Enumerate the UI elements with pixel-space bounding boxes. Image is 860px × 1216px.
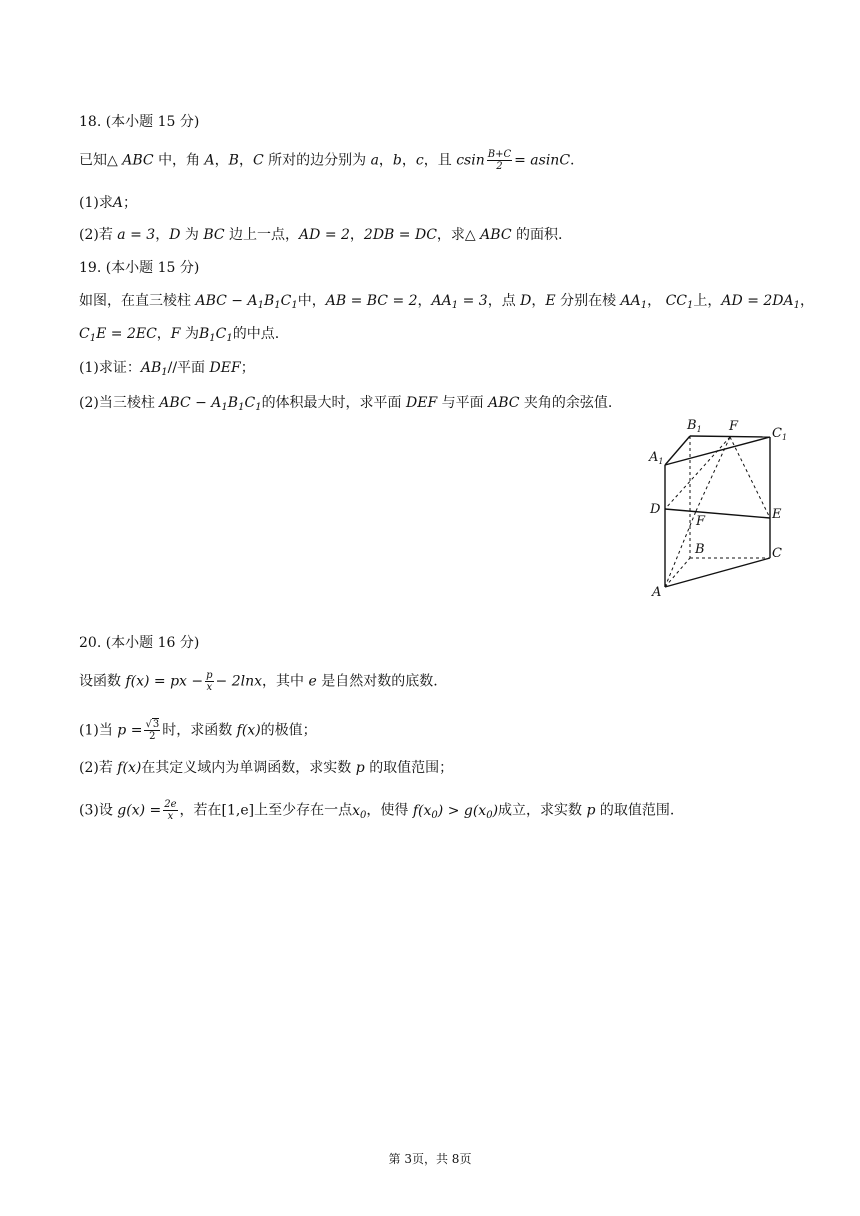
text: 上， — [693, 293, 722, 309]
math: p = — [117, 722, 143, 739]
math: [1,e] — [221, 802, 255, 819]
math: A — [204, 152, 215, 169]
text: 如图，在直三棱柱 — [79, 293, 191, 309]
page-footer: 第 3页，共 8页 — [388, 1152, 472, 1166]
math — [199, 326, 233, 342]
math: f(x) — [117, 760, 142, 776]
math: p — [355, 760, 365, 776]
text: ，点 — [487, 293, 516, 309]
text: ， — [155, 227, 170, 243]
math: F — [170, 326, 181, 342]
text: 设函数 — [79, 673, 121, 690]
text: (1)求证： — [79, 360, 141, 376]
math-part: C — [244, 395, 256, 411]
text: ， — [378, 152, 393, 169]
math-part: ABC − A — [195, 293, 258, 309]
prism-diagram — [640, 415, 800, 605]
subscript: 1 — [221, 402, 228, 413]
q20-part1 — [79, 719, 317, 742]
math-part: x — [352, 802, 361, 819]
math-part: ABC − A — [159, 395, 222, 411]
text: 时，求函数 — [162, 722, 233, 739]
math: = asinC — [514, 152, 571, 169]
text: (1)求 — [79, 195, 113, 211]
text: //平面 — [167, 360, 206, 376]
fraction-numerator: p — [206, 670, 213, 681]
q18-part2 — [79, 224, 562, 246]
prism-figure — [640, 415, 800, 609]
fraction-numerator: 2e — [164, 799, 177, 810]
math: DEF — [209, 360, 241, 376]
math: ABC — [480, 227, 512, 243]
math — [721, 293, 800, 309]
q19-stem-line1 — [79, 290, 814, 317]
edge-b1-c1 — [690, 436, 770, 437]
text: ， — [214, 152, 229, 169]
label-a: A — [652, 585, 662, 600]
segment-f-d — [665, 437, 730, 509]
math-part: C — [280, 293, 292, 309]
math: e — [308, 673, 317, 690]
math: f(x) — [236, 722, 261, 739]
subscript: 1 — [257, 300, 264, 311]
text: ， — [349, 227, 364, 243]
label-d: D — [650, 502, 661, 517]
math: − 2lnx — [215, 673, 263, 690]
fraction-denominator: 2 — [149, 731, 156, 742]
subscript: 0 — [486, 809, 493, 821]
text: . — [570, 152, 575, 169]
math-part: CC — [665, 293, 688, 309]
text: 中， — [297, 293, 326, 309]
subscript: 1 — [687, 300, 694, 311]
math-part: ) > g(x — [437, 802, 487, 819]
text: ，求 — [436, 227, 465, 243]
subscript: 0 — [360, 809, 367, 821]
text: ； — [240, 360, 255, 376]
math: B — [228, 152, 239, 169]
label-text: B — [687, 418, 697, 433]
math: AD = 2 — [299, 227, 350, 243]
text: 为 — [184, 326, 199, 342]
math — [621, 293, 648, 309]
math: D — [520, 293, 532, 309]
text: ； — [122, 195, 137, 211]
q20-header: 20. (本小题 16 分) — [79, 635, 200, 651]
q19-stem-line2 — [79, 323, 279, 350]
subscript: 1 — [793, 300, 800, 311]
text: 成立，求实数 — [498, 802, 583, 819]
label-b: B — [695, 542, 705, 557]
text: 的取值范围； — [369, 760, 454, 776]
subscript: 1 — [451, 300, 459, 311]
math-part: AD = 2DA — [721, 293, 794, 309]
fraction-denominator: x — [167, 811, 174, 822]
math-part: AA — [620, 293, 641, 309]
text: ， — [531, 293, 546, 309]
subscript: 1 — [89, 333, 97, 344]
math: p — [586, 802, 596, 819]
text: (2)若 — [79, 760, 113, 776]
subscript: 1 — [209, 333, 216, 344]
q19-header: 19. (本小题 15 分) — [79, 260, 200, 276]
math: a — [370, 152, 379, 169]
text: ， — [238, 152, 253, 169]
text: ， — [647, 293, 662, 309]
math — [79, 326, 157, 342]
text: (2)若 — [79, 227, 113, 243]
text: (1)当 — [79, 722, 113, 739]
math: b — [392, 152, 402, 169]
fraction-denominator: x — [206, 682, 213, 693]
text: ， — [800, 293, 814, 309]
text: ，且 — [423, 152, 452, 169]
label-text: C — [772, 426, 782, 441]
text: 所对的边分别为 — [268, 152, 367, 169]
math-part: B — [227, 395, 239, 411]
text: 分别在棱 — [560, 293, 617, 309]
label-e: E — [772, 507, 782, 522]
label-b1 — [686, 418, 702, 434]
text: 的中点. — [232, 326, 280, 342]
subscript: 1 — [640, 300, 648, 311]
label-subscript: 1 — [696, 425, 702, 434]
text: ，若在 — [179, 802, 222, 819]
math — [195, 293, 297, 309]
math — [352, 803, 366, 819]
math — [413, 803, 498, 819]
q18-header: 18. (本小题 15 分) — [79, 114, 200, 130]
subscript: 1 — [291, 300, 298, 311]
text: 的面积. — [515, 227, 563, 243]
math: AB = BC = 2 — [325, 293, 418, 309]
math-part: AA — [431, 293, 452, 309]
math: c — [415, 152, 424, 169]
segment-a-f — [665, 511, 696, 587]
q20-stem — [79, 670, 438, 693]
text: 中，角 — [158, 152, 201, 169]
text: 夹角的余弦值. — [523, 395, 613, 411]
text: 是自然对数的底数. — [321, 673, 438, 690]
math-part: B — [263, 293, 275, 309]
label-c: C — [772, 546, 782, 561]
text: ， — [401, 152, 416, 169]
math: D — [169, 227, 181, 243]
subscript: 1 — [238, 402, 245, 413]
math: a = 3 — [117, 227, 156, 243]
math — [432, 293, 488, 309]
edge-a-b — [665, 558, 690, 587]
math: 2DB = DC — [363, 227, 437, 243]
label-subscript: 1 — [658, 457, 664, 466]
text: 的体积最大时，求平面 — [261, 395, 402, 411]
text: (3)设 — [79, 802, 113, 819]
math-part: = 3 — [458, 293, 488, 309]
subscript: 0 — [431, 809, 438, 821]
q20-part2 — [79, 757, 453, 779]
fraction — [144, 719, 160, 742]
label-subscript: 1 — [781, 433, 788, 442]
sqrt-radicand: 3 — [152, 719, 160, 730]
label-f-mid: F — [696, 514, 706, 529]
text: 的取值范围. — [599, 802, 675, 819]
text: (2)当三棱柱 — [79, 395, 155, 411]
subscript: 1 — [161, 367, 168, 378]
math-part: AB — [140, 360, 162, 376]
q18-stem — [79, 149, 574, 172]
text: 的极值； — [260, 722, 317, 739]
fraction — [205, 670, 213, 693]
text: 在其定义域内为单调函数，求实数 — [141, 760, 352, 776]
math: f(x) = px − — [125, 673, 204, 690]
math: ABC — [488, 395, 520, 411]
label-text: A — [649, 450, 659, 465]
text: ，使得 — [366, 802, 409, 819]
text: 为 — [184, 227, 199, 243]
math: g(x) = — [117, 802, 162, 819]
label-a1 — [648, 450, 663, 466]
math-part: f(x — [412, 802, 432, 819]
math: A — [112, 195, 123, 211]
text: 与平面 — [441, 395, 484, 411]
segment-d-e — [665, 509, 770, 518]
q19-part2 — [79, 392, 612, 419]
label-f-top: F — [729, 419, 739, 434]
text: 已知 — [79, 152, 107, 169]
text: 边上一点， — [229, 227, 300, 243]
math-part: ) — [492, 802, 499, 819]
math: DEF — [406, 395, 438, 411]
text: 上至少存在一点 — [254, 802, 353, 819]
math — [159, 395, 261, 411]
math: BC — [203, 227, 225, 243]
text: ，其中 — [262, 673, 305, 690]
triangle-symbol: △ — [464, 227, 476, 243]
subscript: 1 — [226, 333, 233, 344]
math: ABC — [122, 152, 154, 169]
math-part: C — [215, 326, 227, 342]
fraction — [487, 149, 512, 172]
subscript: 1 — [255, 402, 262, 413]
math — [141, 360, 168, 376]
segment-f-e — [730, 437, 770, 518]
math-part: B — [198, 326, 210, 342]
math — [666, 293, 694, 309]
math: csin — [456, 152, 485, 169]
q18-part1 — [79, 192, 137, 214]
text: ， — [417, 293, 432, 309]
label-c1 — [772, 426, 787, 442]
edge-a1-b1 — [665, 436, 690, 465]
fraction-numerator: √3 — [145, 719, 160, 730]
fraction-denominator: 2 — [496, 161, 503, 172]
fraction-numerator: B+C — [487, 149, 512, 160]
math-part: C — [79, 326, 90, 342]
q20-part3 — [79, 799, 674, 827]
math: C — [252, 152, 264, 169]
segment-f-f — [696, 437, 730, 511]
edge-a-c — [665, 558, 770, 587]
text: ， — [156, 326, 171, 342]
triangle-symbol: △ — [107, 152, 118, 169]
fraction — [163, 799, 177, 822]
q19-part1 — [79, 357, 255, 384]
subscript: 1 — [274, 300, 281, 311]
math-part: E = 2EC — [96, 326, 157, 342]
math: E — [545, 293, 556, 309]
